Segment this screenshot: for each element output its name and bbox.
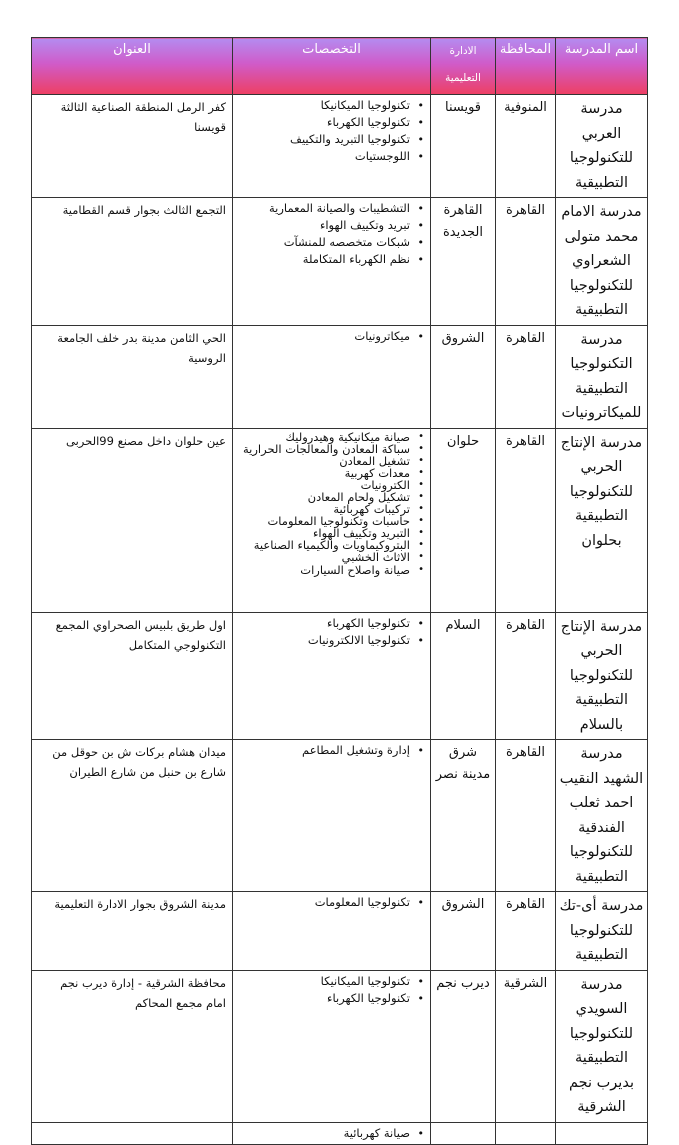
spec-item: • إدارة وتشغيل المطاعم — [235, 742, 426, 759]
school-name: مدرسة التكنولوجيا التطبيقية للميكاترونيات — [556, 325, 648, 428]
address: عين حلوان داخل مصنع 99الحربى — [32, 428, 233, 612]
spec-item: • تكنولوجيا الميكانيكا — [235, 973, 426, 990]
spec-item: • تكنولوجيا الكهرباء — [235, 615, 426, 632]
edu-admin: القاهرة الجديدة — [431, 198, 496, 326]
spec-item: • تكنولوجيا المعلومات — [235, 894, 426, 911]
edu-admin: قويسنا — [431, 95, 496, 198]
address: محافظة الشرقية - إدارة ديرب نجم امام مجمع المحاكم — [32, 970, 233, 1122]
specializations — [233, 1122, 431, 1144]
specializations — [233, 970, 431, 1122]
school-name: مدرسة الشهيد النقيب احمد ثعلب الفندقية للتكنولوجيا التطبيقية — [556, 740, 648, 892]
governorate: القاهرة — [496, 740, 556, 892]
spec-item: • صيانة واصلاح السيارات — [235, 564, 426, 576]
school-name: مدرسة الإنتاج الحربي للتكنولوجيا التطبيقية بحلوان — [556, 428, 648, 612]
header-school: اسم المدرسة — [556, 38, 648, 95]
spec-item: • تكنولوجيا الميكانيكا — [235, 97, 426, 114]
spec-item: • تكنولوجيا الكهرباء — [235, 114, 426, 131]
address: اول طريق بلبيس الصحراوي المجمع التكنولوجي المتكامل — [32, 612, 233, 740]
school-name: مدرسة أى-تك للتكنولوجيا التطبيقية — [556, 892, 648, 971]
governorate: المنوفية — [496, 95, 556, 198]
school-name: مدرسة السويدي للتكنولوجيا التطبيقية بديرب نجم الشرقية — [556, 970, 648, 1122]
school-name: مدرسة العربي للتكنولوجيا التطبيقية — [556, 95, 648, 198]
spec-item: • الكترونيات — [235, 479, 426, 491]
schools-document — [31, 37, 647, 1145]
spec-item: • تبريد وتكييف الهواء — [235, 217, 426, 234]
table-row — [32, 970, 648, 1122]
spec-item: • ميكاترونيات — [235, 328, 426, 345]
governorate — [496, 1122, 556, 1144]
governorate: القاهرة — [496, 892, 556, 971]
schools-table — [31, 37, 648, 1145]
spec-item: • تكنولوجيا الالكترونيات — [235, 632, 426, 649]
address: ميدان هشام بركات ش بن حوقل من شارع بن حنبل من شارع الطيران — [32, 740, 233, 892]
edu-admin: حلوان — [431, 428, 496, 612]
school-name: مدرسة الامام محمد متولى الشعراوي للتكنولوجيا التطبيقية — [556, 198, 648, 326]
spec-item: • تشغيل المعادن — [235, 455, 426, 467]
spec-item: • صيانة ميكانيكية وهيدروليك — [235, 431, 426, 443]
table-row — [32, 892, 648, 971]
spec-item: • سباكة المعادن والمعالجات الحرارية — [235, 443, 426, 455]
header-governorate: المحافظة — [496, 38, 556, 95]
address — [32, 1122, 233, 1144]
governorate: القاهرة — [496, 612, 556, 740]
table-row — [32, 95, 648, 198]
school-name: مدرسة الإنتاج الحربي للتكنولوجيا التطبيقية بالسلام — [556, 612, 648, 740]
spec-item: • معدات كهربية — [235, 467, 426, 479]
specializations — [233, 740, 431, 892]
specializations — [233, 325, 431, 428]
spec-item: • حاسبات وتكنولوجيا المعلومات — [235, 515, 426, 527]
specializations — [233, 198, 431, 326]
spec-item: • نظم الكهرباء المتكاملة — [235, 251, 426, 268]
table-row — [32, 198, 648, 326]
edu-admin: الشروق — [431, 325, 496, 428]
specializations — [233, 892, 431, 971]
table-row — [32, 1122, 648, 1144]
spec-item: • اللوجستيات — [235, 148, 426, 165]
address: مدينة الشروق بجوار الادارة التعليمية — [32, 892, 233, 971]
table-row — [32, 612, 648, 740]
spec-item: • التبريد وتكييف الهواء — [235, 527, 426, 539]
specializations — [233, 612, 431, 740]
school-name — [556, 1122, 648, 1144]
specializations — [233, 95, 431, 198]
header-row — [32, 38, 648, 95]
spec-item: • شبكات متخصصه للمنشآت — [235, 234, 426, 251]
header-edu-admin: الادارة التعليمية — [431, 38, 496, 95]
governorate: الشرقية — [496, 970, 556, 1122]
spec-item: • صيانة كهربائية — [235, 1125, 426, 1142]
address: كفر الرمل المنطقة الصناعية الثالثة قويسنا — [32, 95, 233, 198]
specializations — [233, 428, 431, 612]
address: الحي الثامن مدينة بدر خلف الجامعة الروسية — [32, 325, 233, 428]
edu-admin — [431, 1122, 496, 1144]
edu-admin: ديرب نجم — [431, 970, 496, 1122]
address: التجمع الثالث بجوار قسم القطامية — [32, 198, 233, 326]
spec-item: • تكنولوجيا التبريد والتكييف — [235, 131, 426, 148]
table-row — [32, 325, 648, 428]
edu-admin: الشروق — [431, 892, 496, 971]
spec-item: • البتروكيماويات والكيمياء الصناعية — [235, 539, 426, 551]
table-row — [32, 740, 648, 892]
spec-item: • تشكيل ولحام المعادن — [235, 491, 426, 503]
edu-admin: شرق مدينة نصر — [431, 740, 496, 892]
header-address: العنوان — [32, 38, 233, 95]
governorate: القاهرة — [496, 428, 556, 612]
header-specializations: التخصصات — [233, 38, 431, 95]
spec-item: • الاثاث الخشبي — [235, 551, 426, 563]
spec-item: • التشطيبات والصيانة المعمارية — [235, 200, 426, 217]
edu-admin: السلام — [431, 612, 496, 740]
table-row — [32, 428, 648, 612]
governorate: القاهرة — [496, 198, 556, 326]
spec-item: • تكنولوجيا الكهرباء — [235, 990, 426, 1007]
governorate: القاهرة — [496, 325, 556, 428]
spec-item: • تركيبات كهربائية — [235, 503, 426, 515]
